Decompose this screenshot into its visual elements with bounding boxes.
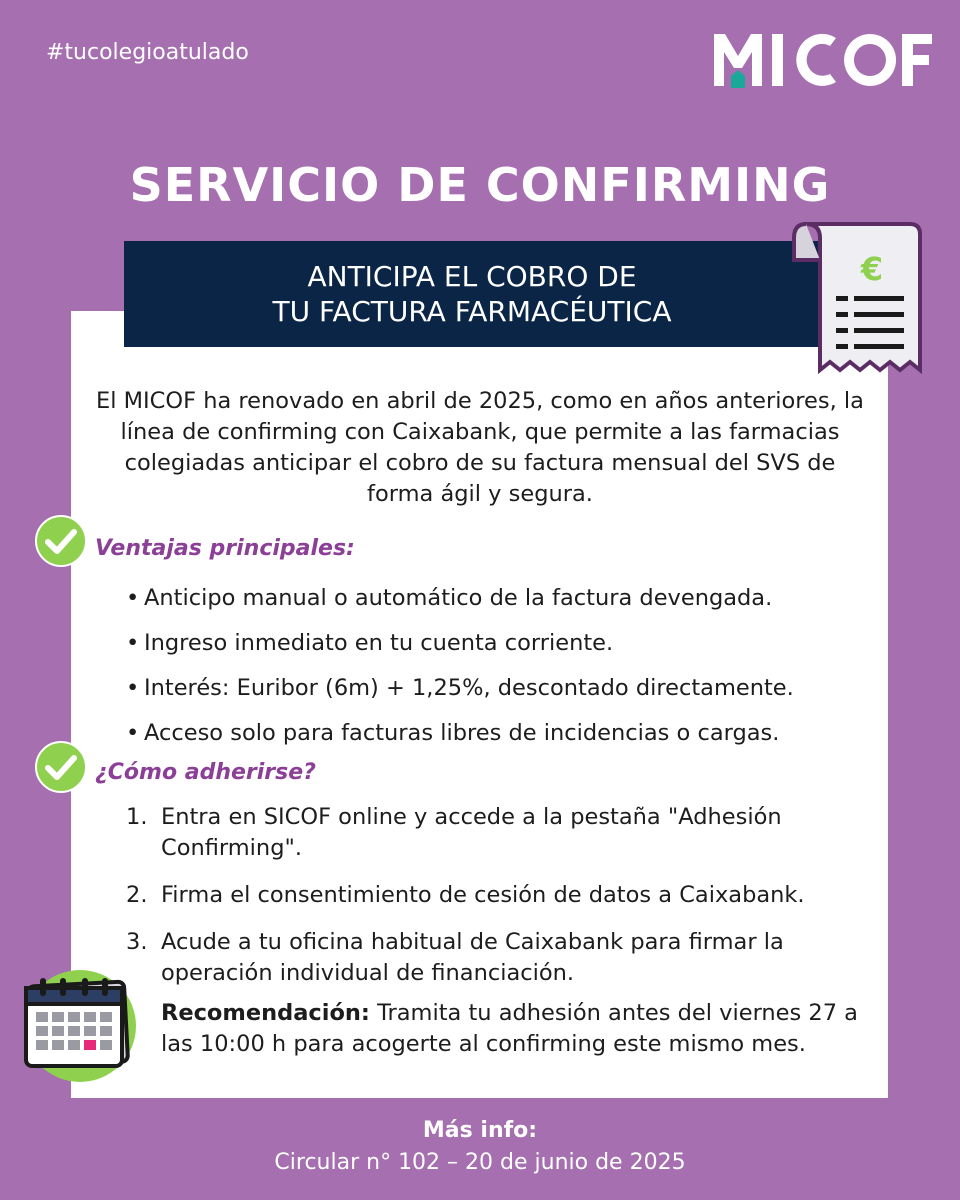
page-title: SERVICIO DE CONFIRMING [129,158,831,212]
list-item: • Acceso solo para facturas libres de incidencias o cargas. [126,720,780,746]
banner-line-2: TU FACTURA FARMACÉUTICA [272,295,672,328]
check-circle-icon [34,740,88,794]
more-info-label: Más info: [422,1118,538,1143]
subtitle-banner [124,241,820,347]
list-item: 2. Firma el consentimiento de cesión de datos a Caixabank. [126,882,805,908]
micof-logo [712,30,934,90]
list-item: 3. Acude a tu oficina habitual de Caixabank para firmar la operación individual de financiación. [126,929,784,986]
check-circle-icon [34,514,88,568]
join-steps-list [126,802,856,1005]
join-title: ¿Cómo adherirse? [95,760,316,785]
circular-reference: Circular n° 102 – 20 de junio de 2025 [274,1150,686,1175]
hashtag: #tucolegioatulado [46,40,249,65]
euro-symbol: € [860,250,884,288]
recommendation-label: Recomendación: [161,1000,370,1026]
advantages-title: Ventajas principales: [95,536,355,561]
list-item: • Anticipo manual o automático de la factura devengada. [126,585,773,611]
list-item: • Ingreso inmediato en tu cuenta corriente. [126,630,614,656]
banner-line-1: ANTICIPA EL COBRO DE [307,260,637,293]
list-item: 1. Entra en SICOF online y accede a la pestaña "Adhesión Confirming". [126,804,782,861]
list-item: • Interés: Euribor (6m) + 1,25%, descontado directamente. [126,675,794,701]
advantages-list [126,578,866,758]
receipt-euro-icon [792,220,922,378]
intro-text: El MICOF ha renovado en abril de 2025, como en años anteriores, la línea de confirming con Caixabank, que permite a las farmacias colegiadas anticipar el cobro de su factura mensual del SVS de forma ágil y segura. [96,388,864,507]
recommendation-text [161,998,861,1060]
calendar-icon [20,966,140,1084]
recommendation-body: Tramita tu adhesión antes del viernes 27 a las 10:00 h para acogerte al confirming este mismo mes. [161,1000,858,1057]
